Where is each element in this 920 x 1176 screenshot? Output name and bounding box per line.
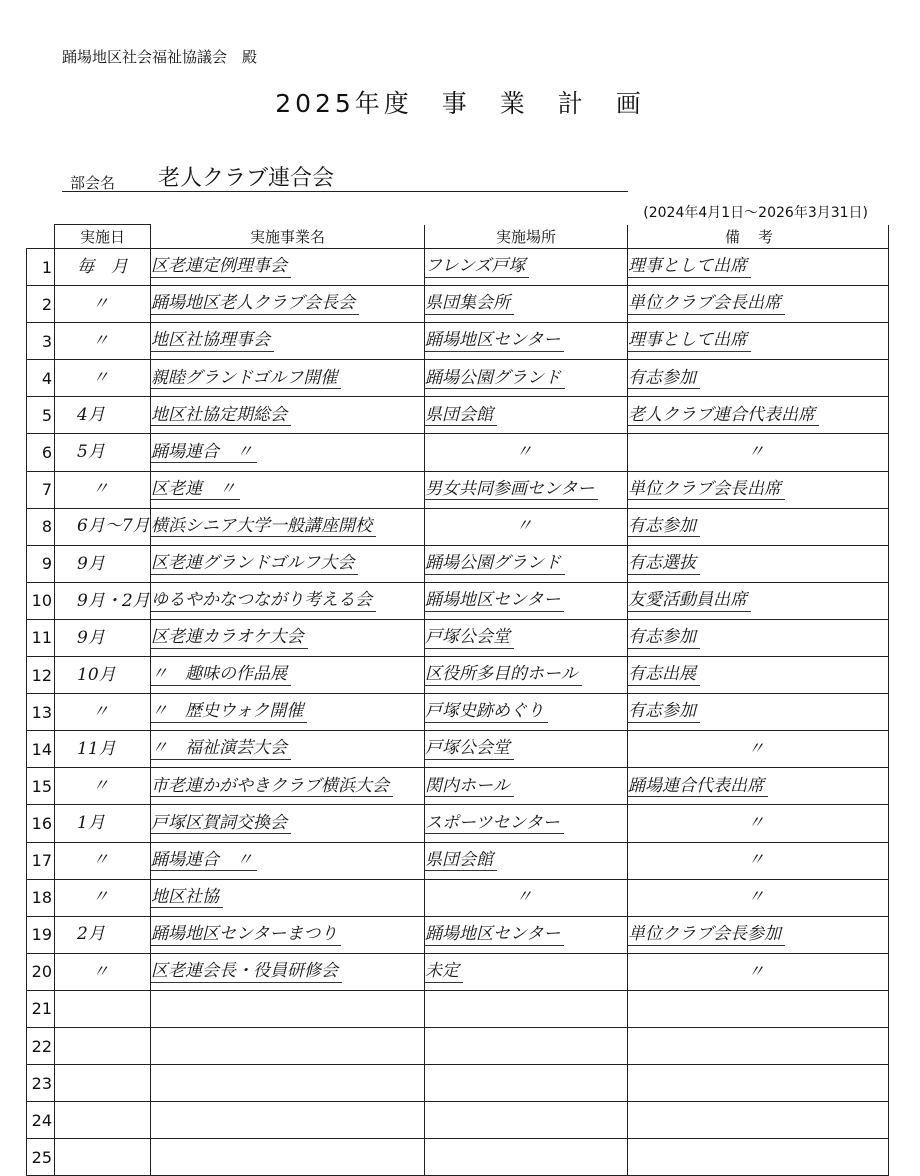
cell-name xyxy=(151,1065,425,1102)
cell-name-text: 戸塚区賀詞交換会 xyxy=(151,814,291,835)
cell-place xyxy=(425,879,628,916)
cell-name xyxy=(151,879,425,916)
table-row xyxy=(27,545,889,582)
cell-name-text: 区老連会長・役員研修会 xyxy=(151,962,342,983)
cell-place-text: 未定 xyxy=(425,962,463,983)
table-row xyxy=(27,434,889,471)
cell-date-text: 4月 xyxy=(77,405,105,426)
cell-place xyxy=(425,360,628,397)
cell-name xyxy=(151,249,425,286)
cell-name xyxy=(151,397,425,434)
cell-note-text: 〃 xyxy=(747,442,765,463)
row-number: 10 xyxy=(27,582,55,619)
cell-place-text: 戸塚公会堂 xyxy=(425,628,514,649)
cell-place xyxy=(425,582,628,619)
row-number: 7 xyxy=(27,471,55,508)
cell-place xyxy=(425,619,628,656)
cell-note-text: 理事として出席 xyxy=(628,331,751,352)
cell-place-text: 〃 xyxy=(515,442,533,463)
cell-name-text: 〃 趣味の作品展 xyxy=(151,665,291,686)
cell-name xyxy=(151,694,425,731)
department-underline xyxy=(62,191,628,192)
table-row xyxy=(27,953,889,990)
cell-note-text: 踊場連合代表出席 xyxy=(628,777,768,798)
cell-note xyxy=(628,249,889,286)
row-number: 1 xyxy=(27,249,55,286)
column-header-note: 備考 xyxy=(628,225,889,249)
row-number: 12 xyxy=(27,657,55,694)
row-number: 25 xyxy=(27,1139,55,1176)
cell-name xyxy=(151,1139,425,1176)
cell-name-text: 区老連グランドゴルフ大会 xyxy=(151,554,358,575)
cell-name-text: 地区社協理事会 xyxy=(151,331,274,352)
cell-date xyxy=(55,657,151,694)
cell-place-text: 〃 xyxy=(515,887,533,908)
cell-name-text: 踊場連合 〃 xyxy=(151,443,257,464)
cell-date-text: 〃 xyxy=(92,887,109,908)
cell-note-text: 有志参加 xyxy=(628,628,700,649)
table-row xyxy=(27,842,889,879)
cell-note xyxy=(628,916,889,953)
cell-note xyxy=(628,842,889,879)
row-number: 6 xyxy=(27,434,55,471)
cell-name-text: 地区社協 xyxy=(151,888,223,909)
cell-note-text: 有志参加 xyxy=(628,369,700,390)
table-row xyxy=(27,471,889,508)
table-row xyxy=(27,916,889,953)
cell-name xyxy=(151,323,425,360)
cell-note xyxy=(628,990,889,1027)
cell-place xyxy=(425,508,628,545)
cell-date xyxy=(55,842,151,879)
cell-place-text: 県団会館 xyxy=(425,851,497,872)
cell-date-text: 毎 月 xyxy=(77,256,128,277)
cell-date xyxy=(55,360,151,397)
cell-place xyxy=(425,657,628,694)
cell-date-text: 9月・2月 xyxy=(77,590,150,611)
cell-note-text: 理事として出席 xyxy=(628,257,751,278)
cell-date-text: 2月 xyxy=(77,924,105,945)
column-header-date: 実施日 xyxy=(55,225,151,249)
cell-date xyxy=(55,471,151,508)
cell-date-text: 5月 xyxy=(77,442,105,463)
table-row xyxy=(27,508,889,545)
cell-note-text: 単位クラブ会長参加 xyxy=(628,925,785,946)
table-header-row xyxy=(27,225,889,249)
table-row xyxy=(27,397,889,434)
cell-place-text: 踊場地区センター xyxy=(425,925,564,946)
cell-place xyxy=(425,953,628,990)
cell-date-text: 9月 xyxy=(77,553,105,574)
row-number: 5 xyxy=(27,397,55,434)
cell-date-text: 1月 xyxy=(77,813,105,834)
cell-note xyxy=(628,768,889,805)
row-number: 21 xyxy=(27,990,55,1027)
cell-note xyxy=(628,1102,889,1139)
cell-name xyxy=(151,286,425,323)
cell-place-text: 戸塚史跡めぐり xyxy=(425,702,548,723)
cell-note xyxy=(628,508,889,545)
period: (2024年4月1日～2026年3月31日) xyxy=(643,205,868,221)
cell-place-text: 区役所多目的ホール xyxy=(425,665,582,686)
cell-place xyxy=(425,842,628,879)
cell-place-text: 踊場公園グランド xyxy=(425,554,565,575)
cell-note xyxy=(628,694,889,731)
cell-note-text: 〃 xyxy=(747,813,765,834)
table-row xyxy=(27,249,889,286)
document-title: 2025年度 事 業 計 画 xyxy=(275,89,645,118)
row-number: 18 xyxy=(27,879,55,916)
cell-note xyxy=(628,953,889,990)
cell-note xyxy=(628,286,889,323)
row-number: 9 xyxy=(27,545,55,582)
cell-name-text: 横浜シニア大学一般講座開校 xyxy=(151,517,376,538)
cell-date xyxy=(55,397,151,434)
cell-note-text: 老人クラブ連合代表出席 xyxy=(628,406,819,427)
cell-note xyxy=(628,879,889,916)
cell-place-text: フレンズ戸塚 xyxy=(425,257,529,278)
cell-date xyxy=(55,286,151,323)
cell-name xyxy=(151,953,425,990)
cell-note xyxy=(628,1139,889,1176)
table-row xyxy=(27,582,889,619)
row-number: 11 xyxy=(27,619,55,656)
row-number: 22 xyxy=(27,1027,55,1064)
cell-note-text: 〃 xyxy=(747,961,765,982)
row-number: 4 xyxy=(27,360,55,397)
department-name: 老人クラブ連合会 xyxy=(158,166,335,191)
cell-note-text: 有志出展 xyxy=(628,665,700,686)
cell-place-text: 〃 xyxy=(515,516,533,537)
cell-note xyxy=(628,323,889,360)
cell-date xyxy=(55,1102,151,1139)
cell-note xyxy=(628,434,889,471)
cell-name xyxy=(151,545,425,582)
cell-name-text: 踊場地区センターまつり xyxy=(151,925,341,946)
department-label: 部会名 xyxy=(70,174,116,192)
cell-date-text: 〃 xyxy=(92,330,109,351)
cell-name xyxy=(151,360,425,397)
row-number: 16 xyxy=(27,805,55,842)
cell-date xyxy=(55,1065,151,1102)
row-number: 24 xyxy=(27,1102,55,1139)
table-body xyxy=(27,249,889,1176)
cell-date xyxy=(55,768,151,805)
cell-date xyxy=(55,619,151,656)
cell-note-text: 有志選抜 xyxy=(628,554,700,575)
cell-name xyxy=(151,768,425,805)
cell-place xyxy=(425,249,628,286)
cell-note xyxy=(628,731,889,768)
cell-place-text: 踊場地区センター xyxy=(425,591,564,612)
cell-date xyxy=(55,1139,151,1176)
cell-date xyxy=(55,582,151,619)
cell-note-text: 有志参加 xyxy=(628,702,700,723)
table-row xyxy=(27,323,889,360)
cell-place-text: 踊場公園グランド xyxy=(425,369,565,390)
cell-note-text: 有志参加 xyxy=(628,517,700,538)
table-row xyxy=(27,619,889,656)
cell-place xyxy=(425,471,628,508)
column-header-place: 実施場所 xyxy=(425,225,628,249)
cell-name xyxy=(151,842,425,879)
row-number: 2 xyxy=(27,286,55,323)
cell-date xyxy=(55,1027,151,1064)
cell-date xyxy=(55,805,151,842)
row-number: 14 xyxy=(27,731,55,768)
cell-date xyxy=(55,545,151,582)
table-row xyxy=(27,657,889,694)
row-number: 15 xyxy=(27,768,55,805)
row-number: 8 xyxy=(27,508,55,545)
cell-note-text: 単位クラブ会長出席 xyxy=(628,480,785,501)
cell-name-text: 区老連カラオケ大会 xyxy=(151,628,308,649)
cell-name xyxy=(151,731,425,768)
cell-place xyxy=(425,1027,628,1064)
table-row xyxy=(27,1102,889,1139)
cell-name xyxy=(151,916,425,953)
cell-place xyxy=(425,1102,628,1139)
cell-place-text: 戸塚公会堂 xyxy=(425,739,514,760)
cell-place xyxy=(425,397,628,434)
table-row xyxy=(27,805,889,842)
cell-place xyxy=(425,1139,628,1176)
cell-note xyxy=(628,805,889,842)
table-row xyxy=(27,990,889,1027)
cell-note xyxy=(628,471,889,508)
cell-note xyxy=(628,360,889,397)
cell-date-text: 〃 xyxy=(92,850,109,871)
row-number: 3 xyxy=(27,323,55,360)
cell-note xyxy=(628,619,889,656)
cell-name-text: ゆるやかなつながり考える会 xyxy=(151,591,376,612)
row-number: 17 xyxy=(27,842,55,879)
column-header-no xyxy=(27,225,55,249)
cell-place xyxy=(425,323,628,360)
cell-name xyxy=(151,619,425,656)
cell-date-text: 〃 xyxy=(92,701,109,722)
row-number: 23 xyxy=(27,1065,55,1102)
row-number: 20 xyxy=(27,953,55,990)
cell-date-text: 6月～7月 xyxy=(77,516,150,537)
plan-table xyxy=(26,224,889,1176)
cell-note-text: 〃 xyxy=(747,887,765,908)
cell-place xyxy=(425,545,628,582)
cell-name xyxy=(151,471,425,508)
cell-place-text: 踊場地区センター xyxy=(425,331,564,352)
cell-date xyxy=(55,879,151,916)
cell-note-text: 〃 xyxy=(747,738,765,759)
cell-place xyxy=(425,916,628,953)
cell-place-text: スポーツセンター xyxy=(425,814,564,835)
cell-name xyxy=(151,657,425,694)
cell-note-text: 単位クラブ会長出席 xyxy=(628,294,785,315)
cell-date-text: 〃 xyxy=(92,368,109,389)
table-row xyxy=(27,286,889,323)
cell-place xyxy=(425,694,628,731)
table-row xyxy=(27,879,889,916)
cell-note xyxy=(628,1027,889,1064)
cell-name-text: 〃 歴史ウォク開催 xyxy=(151,702,307,723)
cell-name xyxy=(151,990,425,1027)
table-row xyxy=(27,1027,889,1064)
row-number: 19 xyxy=(27,916,55,953)
cell-date xyxy=(55,694,151,731)
cell-name-text: 区老連 〃 xyxy=(151,480,240,501)
row-number: 13 xyxy=(27,694,55,731)
cell-name-text: 踊場地区老人クラブ会長会 xyxy=(151,294,359,315)
cell-place-text: 県団集会所 xyxy=(425,294,514,315)
table-row xyxy=(27,694,889,731)
cell-note-text: 〃 xyxy=(747,850,765,871)
cell-name xyxy=(151,508,425,545)
addressee: 踊場地区社会福祉協議会 殿 xyxy=(62,48,258,66)
cell-name xyxy=(151,1027,425,1064)
table-row xyxy=(27,768,889,805)
cell-date-text: 11月 xyxy=(77,738,116,759)
table-row xyxy=(27,1139,889,1176)
cell-date xyxy=(55,249,151,286)
table-row xyxy=(27,731,889,768)
cell-name xyxy=(151,434,425,471)
cell-place xyxy=(425,731,628,768)
cell-note xyxy=(628,582,889,619)
cell-place xyxy=(425,768,628,805)
cell-date-text: 〃 xyxy=(92,293,109,314)
cell-date-text: 10月 xyxy=(77,664,116,685)
cell-place xyxy=(425,990,628,1027)
cell-date-text: 〃 xyxy=(92,479,109,500)
cell-place-text: 男女共同参画センター xyxy=(425,480,598,501)
cell-date xyxy=(55,434,151,471)
cell-note xyxy=(628,397,889,434)
table-row xyxy=(27,1065,889,1102)
cell-note xyxy=(628,545,889,582)
cell-place-text: 関内ホール xyxy=(425,777,514,798)
cell-note xyxy=(628,657,889,694)
cell-date-text: 〃 xyxy=(92,776,109,797)
cell-date-text: 9月 xyxy=(77,627,105,648)
cell-date xyxy=(55,731,151,768)
cell-place xyxy=(425,434,628,471)
table-row xyxy=(27,360,889,397)
cell-note xyxy=(628,1065,889,1102)
cell-date xyxy=(55,953,151,990)
cell-name xyxy=(151,582,425,619)
cell-name-text: 親睦グランドゴルフ開催 xyxy=(151,369,341,390)
cell-date-text: 〃 xyxy=(92,961,109,982)
cell-name xyxy=(151,1102,425,1139)
cell-name-text: 市老連かがやきクラブ横浜大会 xyxy=(151,777,393,798)
cell-name-text: 〃 福祉演芸大会 xyxy=(151,739,291,760)
cell-name-text: 区老連定例理事会 xyxy=(151,257,291,278)
cell-place xyxy=(425,805,628,842)
cell-date xyxy=(55,508,151,545)
cell-date xyxy=(55,990,151,1027)
cell-date xyxy=(55,916,151,953)
cell-name-text: 踊場連合 〃 xyxy=(151,851,257,872)
cell-note-text: 友愛活動員出席 xyxy=(628,591,751,612)
column-header-name: 実施事業名 xyxy=(151,225,425,249)
cell-date xyxy=(55,323,151,360)
cell-name-text: 地区社協定期総会 xyxy=(151,406,291,427)
cell-place-text: 県団会館 xyxy=(425,406,497,427)
cell-name xyxy=(151,805,425,842)
cell-place xyxy=(425,286,628,323)
cell-place xyxy=(425,1065,628,1102)
